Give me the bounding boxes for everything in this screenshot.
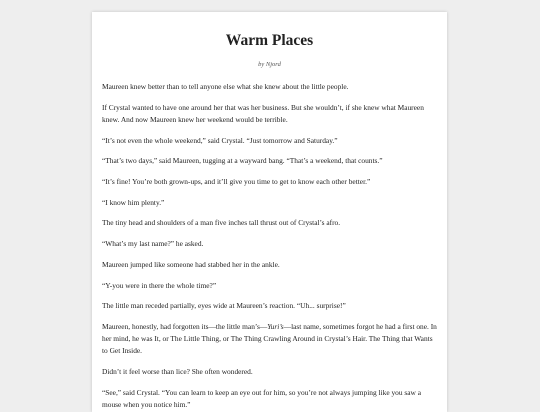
story-paragraph: Didn’t it feel worse than lice? She often wondered. xyxy=(102,367,253,377)
emphasized-name: Yuri’s xyxy=(267,321,284,331)
story-paragraph: “It’s not even the whole weekend,” said Crystal. “Just tomorrow and Saturday.” xyxy=(102,135,338,145)
story-paragraph: “It’s fine! You’re both grown-ups, and it’ll give you time to get to know each other better.” xyxy=(102,177,371,187)
story-paragraph: If Crystal wanted to have one around her that was her business. But she wouldn’t, if she knew what Maureen knew. And now Maureen knew her weekend would be terrible. xyxy=(102,102,424,124)
story-paragraph: “That’s two days,” said Maureen, tugging at a wayward bang. “That’s a weekend, that counts.” xyxy=(102,156,383,166)
story-paragraph: “What’s my last name?” he asked. xyxy=(102,239,204,249)
story-paragraph: The tiny head and shoulders of a man five inches tall thrust out of Crystal’s afro. xyxy=(102,218,341,228)
paragraph-text: Maureen, honestly, had forgotten its—the little man’s— xyxy=(102,321,268,331)
story-paragraph-with-emphasis xyxy=(102,321,437,358)
paragraph-text: —last name, sometimes forgot he had a first one. In her mind, he was It, or The Little Thing, or The Thing Crawling Around in Crystal’s Hair. The Thing that Wants to Get Inside. xyxy=(102,321,437,356)
story-paragraph: Maureen knew better than to tell anyone else what she knew about the little people. xyxy=(102,82,349,91)
story-byline: by Njord xyxy=(258,61,281,68)
story-paragraph: “See,” said Crystal. “You can learn to keep an eye out for him, so you’re not always jumping like you saw a mouse when you notice him.” xyxy=(102,387,422,409)
story-paragraph: “I know him plenty.” xyxy=(102,197,165,207)
story-paragraph: “Y-you were in there the whole time?” xyxy=(102,280,217,290)
story-paragraph: The little man receded partially, eyes wide at Maureen’s reaction. “Uh... surprise!” xyxy=(102,301,346,311)
story-title: Warm Places xyxy=(225,32,314,49)
story-page xyxy=(92,12,447,412)
story-paragraph: Maureen jumped like someone had stabbed her in the ankle. xyxy=(102,259,280,269)
